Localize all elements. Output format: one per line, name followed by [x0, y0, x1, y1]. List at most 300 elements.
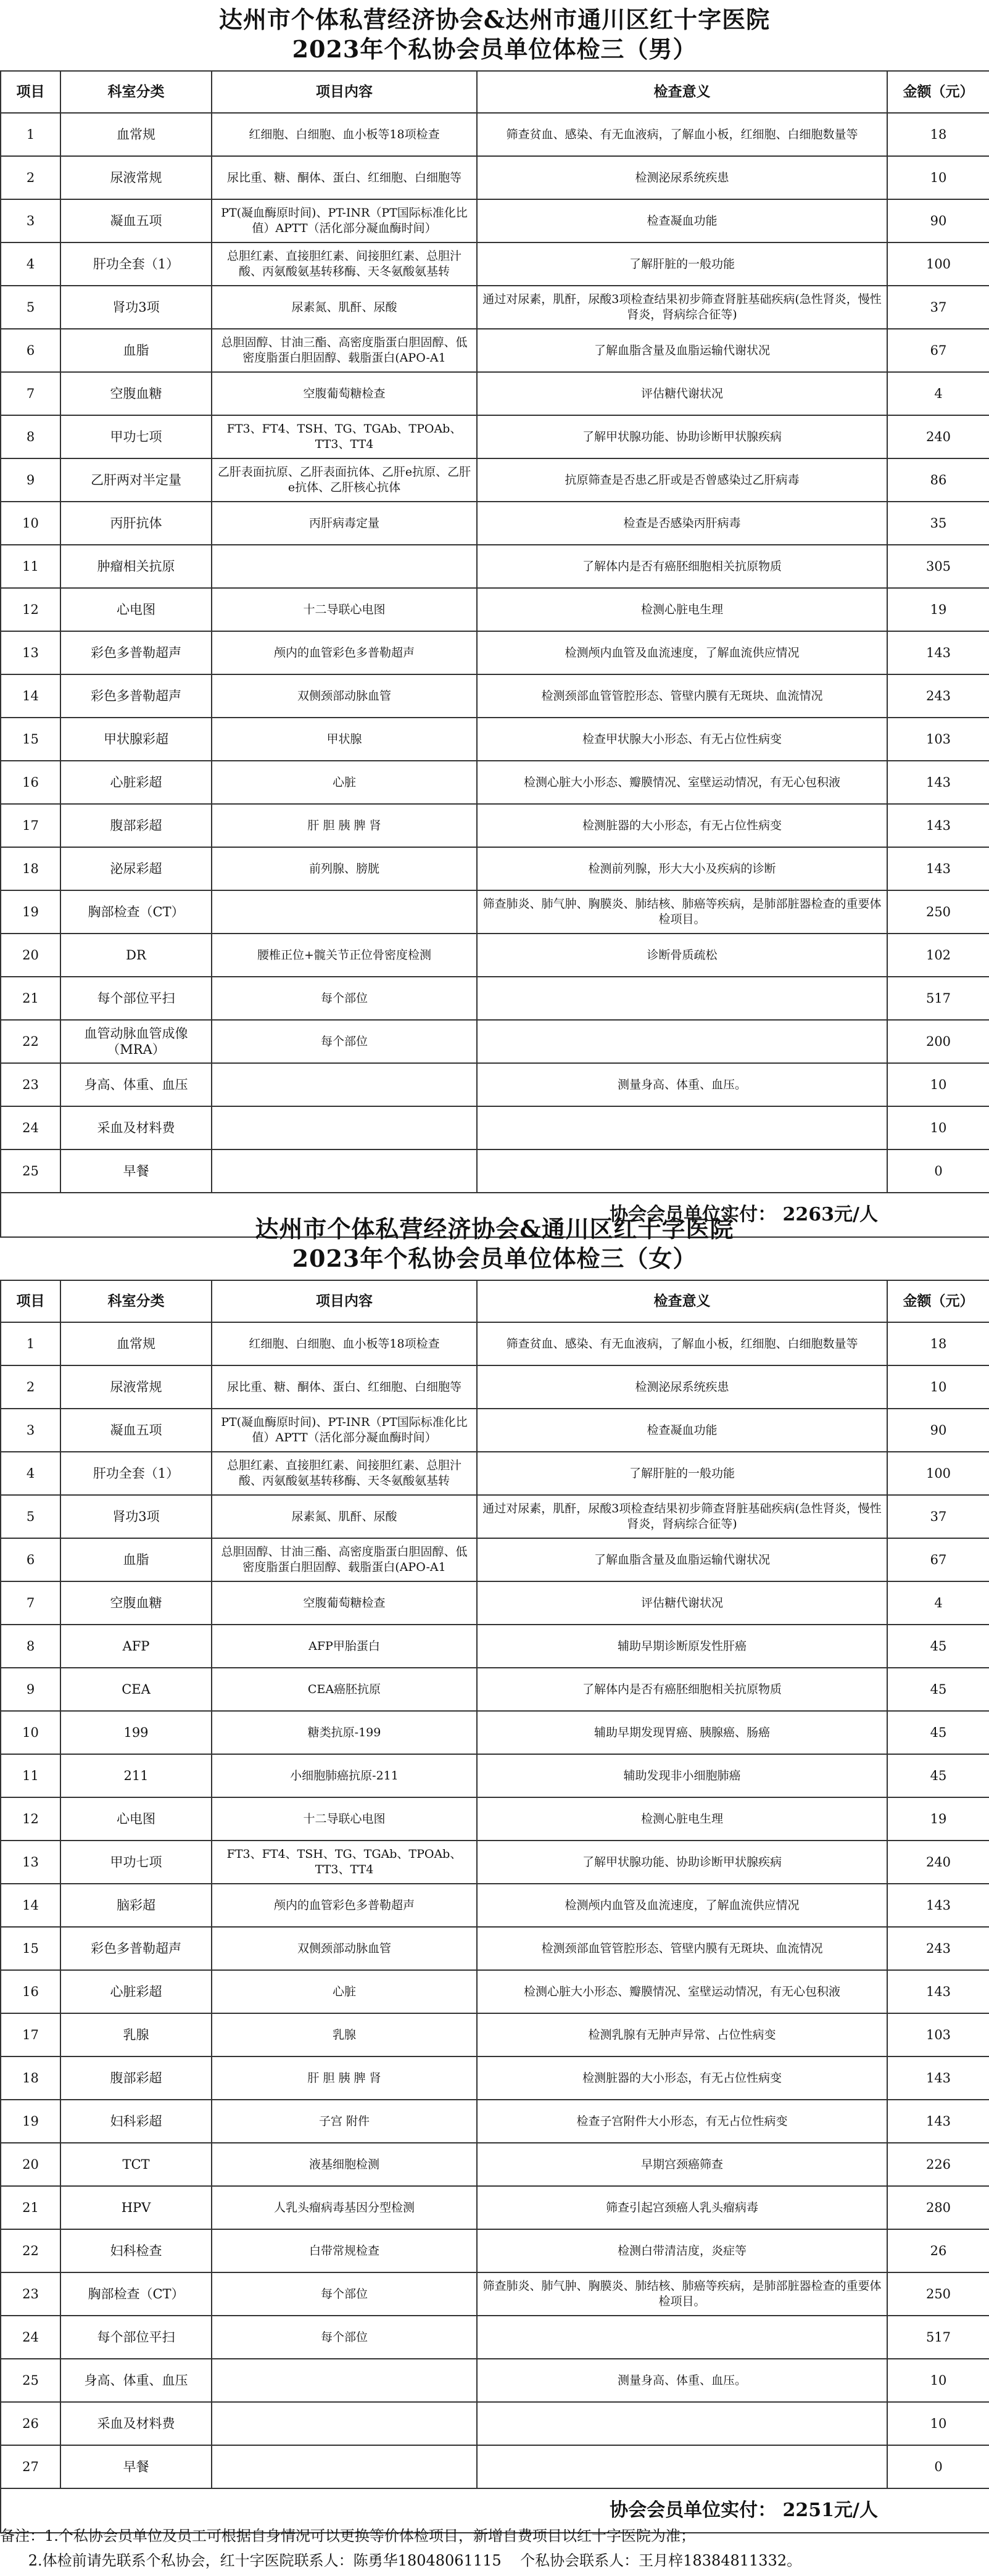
row-amount: 143	[887, 631, 989, 674]
row-number: 18	[1, 847, 60, 890]
row-category: 每个部位平扫	[60, 2316, 212, 2359]
row-significance	[477, 977, 887, 1020]
row-amount: 100	[887, 1452, 989, 1495]
row-amount: 200	[887, 1020, 989, 1063]
row-significance: 了解肝脏的一般功能	[477, 1452, 887, 1495]
table-row	[1, 1754, 989, 1797]
footnote-line: 2.体检前请先联系个私协会，红十字医院联系人：陈勇华18048061115 个私协会联系人：王月梓18384811332。	[0, 2552, 802, 2569]
row-category: 甲状腺彩超	[60, 718, 212, 761]
row-amount: 26	[887, 2229, 989, 2272]
row-amount: 18	[887, 113, 989, 156]
row-significance: 检测脏器的大小形态，有无占位性病变	[477, 804, 887, 847]
row-amount: 90	[887, 199, 989, 242]
row-category: 肾功3项	[60, 286, 212, 329]
row-amount: 143	[887, 761, 989, 804]
row-amount: 100	[887, 242, 989, 286]
male-table	[0, 70, 989, 1238]
row-significance: 抗原筛查是否患乙肝或是否曾感染过乙肝病毒	[477, 458, 887, 502]
row-content: 尿比重、糖、酮体、蛋白、红细胞、白细胞等	[212, 1365, 477, 1409]
row-content: AFP甲胎蛋白	[212, 1625, 477, 1668]
row-amount: 67	[887, 329, 989, 372]
row-category: 肝功全套（1）	[60, 1452, 212, 1495]
row-amount: 243	[887, 1927, 989, 1970]
row-content: 尿比重、糖、酮体、蛋白、红细胞、白细胞等	[212, 156, 477, 199]
row-number: 24	[1, 1106, 60, 1149]
row-significance: 了解体内是否有癌胚细胞相关抗原物质	[477, 1668, 887, 1711]
row-significance: 筛查肺炎、肺气肿、胸膜炎、肺结核、肺癌等疾病，是肺部脏器检查的重要体检项目。	[477, 2272, 887, 2316]
row-number: 6	[1, 1538, 60, 1581]
row-number: 25	[1, 2359, 60, 2402]
table-row	[1, 156, 989, 199]
row-significance: 检测颅内血管及血流速度，了解血流供应情况	[477, 1884, 887, 1927]
row-number: 12	[1, 1797, 60, 1841]
row-amount: 226	[887, 2143, 989, 2186]
row-number: 17	[1, 2013, 60, 2056]
row-number: 23	[1, 2272, 60, 2316]
row-category: 腹部彩超	[60, 2056, 212, 2100]
row-significance: 了解体内是否有癌胚细胞相关抗原物质	[477, 545, 887, 588]
header-content: 项目内容	[212, 1280, 477, 1322]
table-row	[1, 2316, 989, 2359]
row-amount: 103	[887, 2013, 989, 2056]
row-significance: 检测心脏大小形态、瓣膜情况、室壁运动情况，有无心包积液	[477, 761, 887, 804]
table-row	[1, 1841, 989, 1884]
table-row	[1, 1106, 989, 1149]
row-number: 7	[1, 372, 60, 415]
row-number: 19	[1, 890, 60, 934]
row-significance: 诊断骨质疏松	[477, 934, 887, 977]
row-amount: 143	[887, 804, 989, 847]
row-number: 3	[1, 199, 60, 242]
row-content	[212, 2402, 477, 2445]
table-row	[1, 1538, 989, 1581]
female-section	[0, 1209, 989, 2533]
row-amount: 517	[887, 2316, 989, 2359]
row-significance: 检测泌尿系统疾患	[477, 156, 887, 199]
row-category: 凝血五项	[60, 199, 212, 242]
row-amount: 18	[887, 1322, 989, 1365]
row-category: 尿液常规	[60, 156, 212, 199]
header-no: 项目	[1, 1280, 60, 1322]
row-category: 甲功七项	[60, 415, 212, 458]
row-content	[212, 1106, 477, 1149]
male-title-org: 达州市个体私营经济协会&达州市通川区红十字医院	[218, 6, 771, 33]
table-row	[1, 2013, 989, 2056]
row-category: 心电图	[60, 1797, 212, 1841]
row-content: 红细胞、白细胞、血小板等18项检查	[212, 1322, 477, 1365]
row-content: PT(凝血酶原时间)、PT-INR（PT国际标准化比值）APTT（活化部分凝血酶时间）	[212, 1409, 477, 1452]
row-number: 1	[1, 113, 60, 156]
row-number: 5	[1, 286, 60, 329]
header-significance: 检查意义	[477, 1280, 887, 1322]
row-number: 8	[1, 1625, 60, 1668]
table-row	[1, 1797, 989, 1841]
row-significance: 辅助早期发现胃癌、胰腺癌、肠癌	[477, 1711, 887, 1754]
row-number: 5	[1, 1495, 60, 1538]
row-content: 每个部位	[212, 1020, 477, 1063]
row-significance: 通过对尿素，肌酐，尿酸3项检查结果初步筛查肾脏基础疾病(急性肾炎，慢性肾炎，肾病综合征等)	[477, 1495, 887, 1538]
row-significance: 检测白带清洁度，炎症等	[477, 2229, 887, 2272]
row-category: 身高、体重、血压	[60, 2359, 212, 2402]
row-amount: 250	[887, 890, 989, 934]
table-row	[1, 1581, 989, 1625]
female-title-sub: 2023年个私协会员单位体检三（女）	[292, 1245, 697, 1272]
row-significance	[477, 2445, 887, 2488]
row-category: 甲功七项	[60, 1841, 212, 1884]
row-number: 10	[1, 1711, 60, 1754]
footnote-line: 备注：1.个私协会员单位及员工可根据自身情况可以更换等价体检项目，新增自费项目以红十字医院为准；	[0, 2527, 695, 2545]
table-row	[1, 674, 989, 718]
row-amount: 280	[887, 2186, 989, 2229]
row-content: 前列腺、膀胱	[212, 847, 477, 890]
row-significance: 评估糖代谢状况	[477, 372, 887, 415]
row-category: 211	[60, 1754, 212, 1797]
table-row	[1, 934, 989, 977]
row-amount: 0	[887, 1149, 989, 1193]
row-number: 15	[1, 1927, 60, 1970]
table-row	[1, 761, 989, 804]
row-category: 肝功全套（1）	[60, 242, 212, 286]
row-category: 采血及材料费	[60, 1106, 212, 1149]
row-content: 十二导联心电图	[212, 588, 477, 631]
row-significance: 检测泌尿系统疾患	[477, 1365, 887, 1409]
row-significance	[477, 2316, 887, 2359]
row-content: 白带常规检查	[212, 2229, 477, 2272]
header-category: 科室分类	[60, 1280, 212, 1322]
table-row	[1, 2186, 989, 2229]
row-category: 凝血五项	[60, 1409, 212, 1452]
row-category: 心电图	[60, 588, 212, 631]
row-content: 每个部位	[212, 2316, 477, 2359]
row-content: FT3、FT4、TSH、TG、TGAb、TPOAb、TT3、TT4	[212, 415, 477, 458]
row-category: TCT	[60, 2143, 212, 2186]
row-number: 9	[1, 458, 60, 502]
row-amount: 143	[887, 847, 989, 890]
row-category: 血常规	[60, 113, 212, 156]
row-number: 13	[1, 1841, 60, 1884]
row-amount: 35	[887, 502, 989, 545]
row-number: 4	[1, 242, 60, 286]
female-total: 协会会员单位实付： 2251元/人	[1, 2488, 989, 2533]
row-category: 肿瘤相关抗原	[60, 545, 212, 588]
row-content: 人乳头瘤病毒基因分型检测	[212, 2186, 477, 2229]
row-content: 肝 胆 胰 脾 肾	[212, 2056, 477, 2100]
row-content: FT3、FT4、TSH、TG、TGAb、TPOAb、TT3、TT4	[212, 1841, 477, 1884]
table-row	[1, 2100, 989, 2143]
table-row	[1, 458, 989, 502]
row-number: 23	[1, 1063, 60, 1106]
row-number: 10	[1, 502, 60, 545]
table-row	[1, 1625, 989, 1668]
row-amount: 10	[887, 156, 989, 199]
table-row	[1, 2445, 989, 2488]
row-significance: 辅助发现非小细胞肺癌	[477, 1754, 887, 1797]
female-title-org: 达州市个体私营经济协会&通川区红十字医院	[255, 1215, 734, 1243]
row-content	[212, 545, 477, 588]
row-number: 19	[1, 2100, 60, 2143]
table-row	[1, 113, 989, 156]
row-number: 16	[1, 761, 60, 804]
row-number: 9	[1, 1668, 60, 1711]
row-significance: 检查是否感染丙肝病毒	[477, 502, 887, 545]
row-amount: 45	[887, 1711, 989, 1754]
row-significance: 检查凝血功能	[477, 1409, 887, 1452]
row-content: 总胆固醇、甘油三酯、高密度脂蛋白胆固醇、低密度脂蛋白胆固醇、载脂蛋白(APO-A1	[212, 329, 477, 372]
row-content: 小细胞肺癌抗原-211	[212, 1754, 477, 1797]
row-category: 采血及材料费	[60, 2402, 212, 2445]
row-number: 22	[1, 1020, 60, 1063]
row-number: 18	[1, 2056, 60, 2100]
table-row	[1, 199, 989, 242]
table-row	[1, 2056, 989, 2100]
row-number: 16	[1, 1970, 60, 2013]
row-amount: 10	[887, 1365, 989, 1409]
row-category: DR	[60, 934, 212, 977]
row-content: 甲状腺	[212, 718, 477, 761]
row-number: 21	[1, 2186, 60, 2229]
row-amount: 45	[887, 1668, 989, 1711]
male-section	[0, 0, 989, 1238]
header-significance: 检查意义	[477, 71, 887, 113]
row-amount: 517	[887, 977, 989, 1020]
row-category: 腹部彩超	[60, 804, 212, 847]
row-number: 21	[1, 977, 60, 1020]
table-row	[1, 1495, 989, 1538]
row-significance: 检测心脏大小形态、瓣膜情况、室壁运动情况，有无心包积液	[477, 1970, 887, 2013]
row-category: 尿液常规	[60, 1365, 212, 1409]
header-category: 科室分类	[60, 71, 212, 113]
row-significance: 测量身高、体重、血压。	[477, 2359, 887, 2402]
table-row	[1, 2229, 989, 2272]
row-amount: 10	[887, 2359, 989, 2402]
row-significance: 检测心脏电生理	[477, 1797, 887, 1841]
row-significance: 通过对尿素，肌酐，尿酸3项检查结果初步筛查肾脏基础疾病(急性肾炎，慢性肾炎，肾病综合征等)	[477, 286, 887, 329]
row-category: 血常规	[60, 1322, 212, 1365]
row-number: 15	[1, 718, 60, 761]
row-significance: 检测颈部血管管腔形态、管壁内膜有无斑块、血流情况	[477, 674, 887, 718]
row-significance: 检查甲状腺大小形态、有无占位性病变	[477, 718, 887, 761]
row-category: 胸部检查（CT）	[60, 2272, 212, 2316]
header-content: 项目内容	[212, 71, 477, 113]
row-number: 11	[1, 545, 60, 588]
row-amount: 37	[887, 1495, 989, 1538]
row-amount: 90	[887, 1409, 989, 1452]
row-category: 身高、体重、血压	[60, 1063, 212, 1106]
row-content: 总胆固醇、甘油三酯、高密度脂蛋白胆固醇、低密度脂蛋白胆固醇、载脂蛋白(APO-A1	[212, 1538, 477, 1581]
row-content: CEA癌胚抗原	[212, 1668, 477, 1711]
row-category: 彩色多普勒超声	[60, 674, 212, 718]
row-significance: 检查子宫附件大小形态，有无占位性病变	[477, 2100, 887, 2143]
row-amount: 4	[887, 372, 989, 415]
row-category: 早餐	[60, 1149, 212, 1193]
row-category: 丙肝抗体	[60, 502, 212, 545]
row-significance: 筛查肺炎、肺气肿、胸膜炎、肺结核、肺癌等疾病，是肺部脏器检查的重要体检项目。	[477, 890, 887, 934]
row-category: 彩色多普勒超声	[60, 1927, 212, 1970]
row-number: 22	[1, 2229, 60, 2272]
row-amount: 103	[887, 718, 989, 761]
row-number: 24	[1, 2316, 60, 2359]
row-amount: 240	[887, 415, 989, 458]
row-content: 乙肝表面抗原、乙肝表面抗体、乙肝e抗原、乙肝e抗体、乙肝核心抗体	[212, 458, 477, 502]
table-row	[1, 1927, 989, 1970]
row-content: 肝 胆 胰 脾 肾	[212, 804, 477, 847]
row-significance: 检测脏器的大小形态，有无占位性病变	[477, 2056, 887, 2100]
header-amount: 金额（元）	[887, 71, 989, 113]
table-row	[1, 1884, 989, 1927]
table-row	[1, 804, 989, 847]
table-row	[1, 2359, 989, 2402]
row-number: 20	[1, 934, 60, 977]
table-row	[1, 1322, 989, 1365]
row-significance: 测量身高、体重、血压。	[477, 1063, 887, 1106]
row-significance: 评估糖代谢状况	[477, 1581, 887, 1625]
row-content: 每个部位	[212, 2272, 477, 2316]
row-category: 每个部位平扫	[60, 977, 212, 1020]
table-row	[1, 1409, 989, 1452]
row-significance: 检测心脏电生理	[477, 588, 887, 631]
row-content	[212, 890, 477, 934]
table-row	[1, 1063, 989, 1106]
row-content: 液基细胞检测	[212, 2143, 477, 2186]
row-amount: 305	[887, 545, 989, 588]
row-number: 12	[1, 588, 60, 631]
row-amount: 240	[887, 1841, 989, 1884]
row-content: 颅内的血管彩色多普勒超声	[212, 1884, 477, 1927]
row-number: 14	[1, 1884, 60, 1927]
table-row	[1, 588, 989, 631]
row-amount: 4	[887, 1581, 989, 1625]
row-number: 13	[1, 631, 60, 674]
table-row	[1, 1668, 989, 1711]
row-number: 3	[1, 1409, 60, 1452]
row-amount: 143	[887, 1970, 989, 2013]
header-amount: 金额（元）	[887, 1280, 989, 1322]
row-amount: 37	[887, 286, 989, 329]
row-number: 1	[1, 1322, 60, 1365]
row-content: PT(凝血酶原时间)、PT-INR（PT国际标准化比值）APTT（活化部分凝血酶时间）	[212, 199, 477, 242]
row-amount: 0	[887, 2445, 989, 2488]
table-row	[1, 1365, 989, 1409]
row-number: 11	[1, 1754, 60, 1797]
row-content: 空腹葡萄糖检查	[212, 372, 477, 415]
row-category: 空腹血糖	[60, 372, 212, 415]
row-significance: 检测颅内血管及血流速度，了解血流供应情况	[477, 631, 887, 674]
table-row	[1, 1711, 989, 1754]
row-content: 丙肝病毒定量	[212, 502, 477, 545]
table-row	[1, 2272, 989, 2316]
table-row	[1, 329, 989, 372]
table-row	[1, 1149, 989, 1193]
table-row	[1, 286, 989, 329]
row-significance	[477, 1106, 887, 1149]
header-no: 项目	[1, 71, 60, 113]
row-content	[212, 2359, 477, 2402]
row-content: 糖类抗原-199	[212, 1711, 477, 1754]
row-significance: 检测前列腺，形大大小及疾病的诊断	[477, 847, 887, 890]
row-significance: 检查凝血功能	[477, 199, 887, 242]
row-content: 双侧颈部动脉血管	[212, 674, 477, 718]
row-content	[212, 1063, 477, 1106]
row-category: 胸部检查（CT）	[60, 890, 212, 934]
row-category: 妇科检查	[60, 2229, 212, 2272]
male-total: 协会会员单位实付： 2263元/人	[1, 1193, 989, 1237]
row-category: 彩色多普勒超声	[60, 631, 212, 674]
row-number: 2	[1, 156, 60, 199]
row-content: 腰椎正位+髋关节正位骨密度检测	[212, 934, 477, 977]
row-amount: 67	[887, 1538, 989, 1581]
row-significance	[477, 1020, 887, 1063]
table-row	[1, 2402, 989, 2445]
table-row	[1, 545, 989, 588]
row-amount: 10	[887, 2402, 989, 2445]
table-row	[1, 718, 989, 761]
row-category: 心脏彩超	[60, 761, 212, 804]
row-content: 十二导联心电图	[212, 1797, 477, 1841]
row-number: 8	[1, 415, 60, 458]
row-content: 总胆红素、直接胆红素、间接胆红素、总胆汁酸、丙氨酸氨基转移酶、天冬氨酸氨基转	[212, 242, 477, 286]
row-amount: 243	[887, 674, 989, 718]
row-amount: 10	[887, 1106, 989, 1149]
row-category: 妇科彩超	[60, 2100, 212, 2143]
row-number: 4	[1, 1452, 60, 1495]
row-amount: 250	[887, 2272, 989, 2316]
female-table-body	[1, 1322, 989, 2488]
row-amount: 45	[887, 1625, 989, 1668]
row-content: 双侧颈部动脉血管	[212, 1927, 477, 1970]
row-amount: 86	[887, 458, 989, 502]
row-significance: 辅助早期诊断原发性肝癌	[477, 1625, 887, 1668]
row-number: 14	[1, 674, 60, 718]
row-category: 199	[60, 1711, 212, 1754]
row-number: 2	[1, 1365, 60, 1409]
row-amount: 19	[887, 1797, 989, 1841]
row-content: 颅内的血管彩色多普勒超声	[212, 631, 477, 674]
table-row	[1, 1452, 989, 1495]
male-table-body	[1, 113, 989, 1193]
row-content: 心脏	[212, 1970, 477, 2013]
table-row	[1, 1970, 989, 2013]
table-row	[1, 415, 989, 458]
male-title-sub: 2023年个私协会员单位体检三（男）	[292, 35, 697, 63]
row-number: 26	[1, 2402, 60, 2445]
row-category: AFP	[60, 1625, 212, 1668]
row-significance: 筛查引起宫颈癌人乳头瘤病毒	[477, 2186, 887, 2229]
row-content: 红细胞、白细胞、血小板等18项检查	[212, 113, 477, 156]
row-category: 血脂	[60, 329, 212, 372]
row-content: 空腹葡萄糖检查	[212, 1581, 477, 1625]
female-table	[0, 1280, 989, 2533]
row-category: 肾功3项	[60, 1495, 212, 1538]
row-amount: 143	[887, 1884, 989, 1927]
row-significance: 了解血脂含量及血脂运输代谢状况	[477, 329, 887, 372]
row-amount: 10	[887, 1063, 989, 1106]
row-content: 心脏	[212, 761, 477, 804]
row-content: 每个部位	[212, 977, 477, 1020]
row-content: 乳腺	[212, 2013, 477, 2056]
row-significance: 检测颈部血管管腔形态、管壁内膜有无斑块、血流情况	[477, 1927, 887, 1970]
table-row	[1, 1020, 989, 1063]
row-significance: 了解血脂含量及血脂运输代谢状况	[477, 1538, 887, 1581]
row-significance: 了解甲状腺功能、协助诊断甲状腺疾病	[477, 415, 887, 458]
row-amount: 143	[887, 2100, 989, 2143]
row-content: 尿素氮、肌酐、尿酸	[212, 1495, 477, 1538]
table-row	[1, 242, 989, 286]
row-significance: 检测乳腺有无肿声异常、占位性病变	[477, 2013, 887, 2056]
row-category: 血管动脉血管成像（MRA）	[60, 1020, 212, 1063]
row-amount: 143	[887, 2056, 989, 2100]
table-row	[1, 847, 989, 890]
table-row	[1, 890, 989, 934]
